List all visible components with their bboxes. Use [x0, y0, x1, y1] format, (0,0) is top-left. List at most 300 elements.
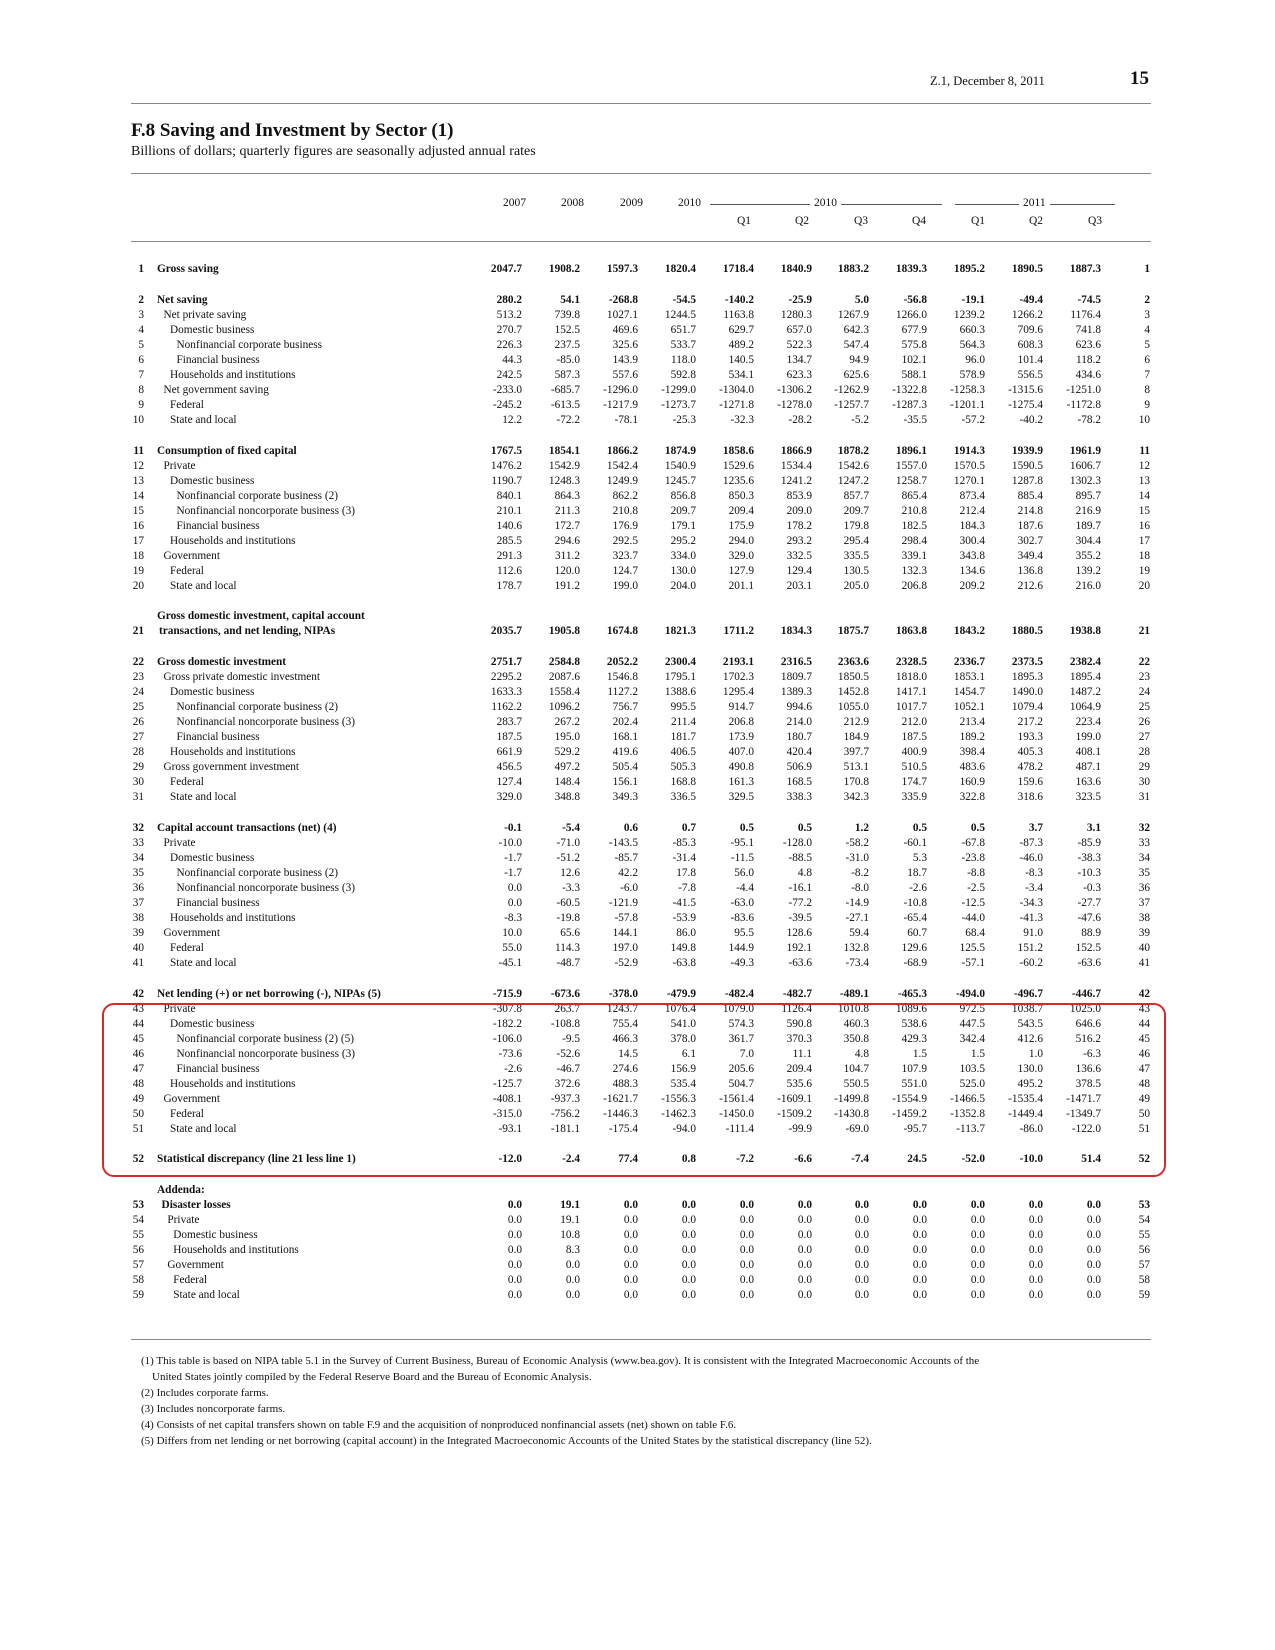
table-cell: 86.0	[676, 927, 696, 939]
row-label: Government	[167, 1259, 224, 1271]
table-cell: 300.4	[959, 535, 985, 547]
table-cell: 857.7	[843, 490, 869, 502]
line-number: 27	[132, 731, 144, 743]
table-cell: 840.1	[496, 490, 522, 502]
table-cell: 0.0	[854, 1259, 869, 1271]
table-cell: 529.2	[554, 746, 580, 758]
table-cell: 178.7	[496, 580, 522, 592]
col-quarter: Q2	[1028, 215, 1043, 227]
table-cell: 1038.7	[1011, 1003, 1043, 1015]
table-row	[0, 383, 1275, 398]
table-row	[0, 956, 1275, 971]
line-number: 22	[132, 656, 144, 668]
table-cell: -52.0	[961, 1153, 985, 1165]
table-cell: 0.0	[565, 1274, 580, 1286]
table-cell: -1556.3	[661, 1093, 696, 1105]
line-number-right: 50	[1138, 1108, 1150, 1120]
table-cell: 4.8	[797, 867, 812, 879]
table-cell: 336.5	[670, 791, 696, 803]
table-cell: 547.4	[843, 339, 869, 351]
table-row	[0, 293, 1275, 308]
table-cell: -95.7	[903, 1123, 927, 1135]
table-cell: 1452.8	[837, 686, 869, 698]
row-label: Net lending (+) or net borrowing (-), NIPAs (5)	[157, 988, 381, 1000]
table-cell: 1606.7	[1069, 460, 1101, 472]
table-cell: 1843.2	[953, 625, 985, 637]
table-cell: 209.7	[670, 505, 696, 517]
header-rule	[131, 103, 1151, 104]
table-cell: -1.7	[504, 867, 522, 879]
table-cell: -28.2	[788, 414, 812, 426]
table-row	[0, 670, 1275, 685]
table-cell: 513.1	[843, 761, 869, 773]
table-cell: 513.2	[496, 309, 522, 321]
table-cell: 174.7	[901, 776, 927, 788]
table-cell: -756.2	[550, 1108, 580, 1120]
table-cell: 629.7	[728, 324, 754, 336]
table-cell: 339.1	[901, 550, 927, 562]
row-label: Federal	[173, 1274, 208, 1286]
table-cell: 0.0	[854, 1229, 869, 1241]
table-cell: -95.1	[730, 837, 754, 849]
row-label: Statistical discrepancy (line 21 less line 1)	[157, 1153, 356, 1165]
table-cell: 8.3	[565, 1244, 580, 1256]
table-row	[0, 489, 1275, 504]
table-cell: 151.2	[1017, 942, 1043, 954]
table-cell: 163.6	[1075, 776, 1101, 788]
table-cell: -5.4	[562, 822, 580, 834]
table-cell: -685.7	[550, 384, 580, 396]
table-cell: -1296.0	[603, 384, 638, 396]
table-cell: 1961.9	[1069, 445, 1101, 457]
table-cell: -4.4	[736, 882, 754, 894]
table-cell: 19.1	[560, 1199, 580, 1211]
line-number: 58	[132, 1274, 144, 1286]
table-cell: -1306.2	[777, 384, 812, 396]
table-cell: 1858.6	[722, 445, 754, 457]
table-cell: 488.3	[612, 1078, 638, 1090]
table-cell: 342.4	[959, 1033, 985, 1045]
table-cell: 293.2	[786, 535, 812, 547]
table-cell: -74.5	[1077, 294, 1101, 306]
row-label: Gross domestic investment, capital account	[157, 610, 365, 622]
table-cell: -1217.9	[603, 399, 638, 411]
table-cell: 1235.6	[722, 475, 754, 487]
table-cell: -19.1	[961, 294, 985, 306]
line-number-right: 18	[1138, 550, 1150, 562]
table-cell: -87.3	[1019, 837, 1043, 849]
table-cell: 378.0	[670, 1033, 696, 1045]
row-label: Domestic business	[170, 686, 255, 698]
table-cell: 1126.4	[781, 1003, 812, 1015]
table-cell: -108.8	[550, 1018, 580, 1030]
table-cell: -8.3	[1025, 867, 1043, 879]
table-cell: 398.4	[959, 746, 985, 758]
table-cell: -1257.7	[834, 399, 869, 411]
table-cell: -482.4	[724, 988, 754, 1000]
table-cell: 1875.7	[837, 625, 869, 637]
table-cell: 342.3	[843, 791, 869, 803]
table-cell: -73.4	[845, 957, 869, 969]
table-cell: -0.3	[1083, 882, 1101, 894]
table-cell: 0.0	[970, 1259, 985, 1271]
col-quarter: Q1	[970, 215, 985, 227]
table-cell: 1896.1	[895, 445, 927, 457]
table-cell: 184.9	[843, 731, 869, 743]
table-row	[0, 790, 1275, 805]
row-label: State and local	[170, 791, 237, 803]
table-cell: 495.2	[1017, 1078, 1043, 1090]
table-row	[0, 730, 1275, 745]
table-cell: 1190.7	[491, 475, 522, 487]
table-cell: 1939.9	[1011, 445, 1043, 457]
line-number-right: 52	[1138, 1153, 1150, 1165]
table-cell: -1304.0	[719, 384, 754, 396]
table-cell: 489.2	[728, 339, 754, 351]
table-cell: 193.3	[1017, 731, 1043, 743]
table-cell: 2316.5	[780, 656, 812, 668]
table-cell: 180.7	[786, 731, 812, 743]
table-cell: -6.6	[794, 1153, 812, 1165]
table-cell: 0.0	[507, 1229, 522, 1241]
table-cell: 94.9	[849, 354, 869, 366]
table-cell: 129.4	[786, 565, 812, 577]
table-cell: 1866.2	[606, 445, 638, 457]
table-cell: 551.0	[901, 1078, 927, 1090]
line-number: 31	[132, 791, 144, 803]
line-number-right: 17	[1138, 535, 1150, 547]
table-cell: 541.0	[670, 1018, 696, 1030]
table-cell: 0.0	[1028, 1229, 1043, 1241]
table-cell: 1247.2	[837, 475, 869, 487]
table-title: F.8 Saving and Investment by Sector (1)	[131, 120, 454, 141]
table-cell: 205.6	[728, 1063, 754, 1075]
table-cell: 209.7	[843, 505, 869, 517]
line-number-right: 14	[1138, 490, 1150, 502]
table-cell: 0.0	[854, 1214, 869, 1226]
line-number-right: 22	[1138, 656, 1150, 668]
table-cell: 130.5	[843, 565, 869, 577]
table-cell: -34.3	[1019, 897, 1043, 909]
table-cell: 625.6	[843, 369, 869, 381]
table-cell: -1258.3	[950, 384, 985, 396]
line-number-right: 33	[1138, 837, 1150, 849]
line-number: 6	[138, 354, 144, 366]
table-cell: 0.6	[623, 822, 638, 834]
table-row	[0, 534, 1275, 549]
table-row	[0, 700, 1275, 715]
table-cell: 332.5	[786, 550, 812, 562]
table-cell: -32.3	[730, 414, 754, 426]
table-cell: 0.5	[797, 822, 812, 834]
line-number: 54	[132, 1214, 144, 1226]
table-cell: 0.0	[797, 1214, 812, 1226]
table-cell: 1542.9	[548, 460, 580, 472]
table-cell: -1554.9	[892, 1093, 927, 1105]
table-cell: -122.0	[1071, 1123, 1101, 1135]
table-cell: -46.0	[1019, 852, 1043, 864]
table-cell: 1570.5	[953, 460, 985, 472]
row-label: Federal	[170, 399, 204, 411]
table-row	[0, 564, 1275, 579]
table-cell: -99.9	[788, 1123, 812, 1135]
table-row	[0, 519, 1275, 534]
table-cell: 2300.4	[664, 656, 696, 668]
row-label: Gross domestic investment	[157, 656, 287, 668]
table-cell: 419.6	[612, 746, 638, 758]
table-cell: -613.5	[550, 399, 580, 411]
table-cell: 17.8	[676, 867, 696, 879]
line-number: 20	[132, 580, 144, 592]
table-cell: -19.8	[556, 912, 580, 924]
table-cell: -2.4	[562, 1153, 580, 1165]
table-cell: -54.5	[672, 294, 696, 306]
line-number: 38	[132, 912, 144, 924]
table-cell: 0.0	[681, 1274, 696, 1286]
table-cell: 1895.4	[1069, 671, 1101, 683]
table-cell: 285.5	[496, 535, 522, 547]
line-number: 1	[138, 263, 144, 275]
table-cell: -60.1	[903, 837, 927, 849]
group-label-2011: 2011	[1019, 197, 1050, 209]
table-cell: 139.2	[1075, 565, 1101, 577]
table-cell: 2584.8	[548, 656, 580, 668]
table-cell: -489.1	[839, 988, 869, 1000]
line-number-right: 15	[1138, 505, 1150, 517]
line-number-right: 4	[1144, 324, 1150, 336]
table-cell: -1352.8	[950, 1108, 985, 1120]
table-row	[0, 685, 1275, 700]
table-cell: 756.7	[612, 701, 638, 713]
row-label: Federal	[170, 565, 204, 577]
table-cell: -11.5	[730, 852, 754, 864]
table-cell: 914.7	[728, 701, 754, 713]
line-number: 48	[132, 1078, 144, 1090]
line-number-right: 2	[1144, 294, 1150, 306]
table-cell: 1127.2	[607, 686, 638, 698]
table-cell: 118.0	[671, 354, 696, 366]
table-cell: -14.9	[845, 897, 869, 909]
table-row	[0, 353, 1275, 368]
table-cell: 651.7	[670, 324, 696, 336]
table-cell: 350.8	[843, 1033, 869, 1045]
table-cell: -181.1	[550, 1123, 580, 1135]
table-cell: 274.6	[612, 1063, 638, 1075]
table-cell: 1162.2	[491, 701, 522, 713]
table-cell: 0.0	[970, 1229, 985, 1241]
row-label: Nonfinancial corporate business (2)	[176, 701, 339, 713]
table-cell: 0.5	[912, 822, 927, 834]
row-label: Financial business	[176, 897, 260, 909]
table-cell: 1389.3	[780, 686, 812, 698]
table-cell: 2328.5	[895, 656, 927, 668]
line-number: 33	[132, 837, 144, 849]
table-cell: 1280.3	[780, 309, 812, 321]
table-cell: 1542.4	[606, 460, 638, 472]
table-cell: 862.2	[612, 490, 638, 502]
table-bottom-rule	[131, 1339, 1151, 1340]
table-cell: 1540.9	[664, 460, 696, 472]
table-cell: 406.5	[670, 746, 696, 758]
table-cell: 143.9	[612, 354, 638, 366]
table-cell: -57.2	[961, 414, 985, 426]
table-cell: -58.2	[845, 837, 869, 849]
table-cell: -49.3	[730, 957, 754, 969]
table-cell: 0.0	[739, 1229, 754, 1241]
table-row	[0, 262, 1275, 277]
table-cell: -268.8	[608, 294, 638, 306]
table-cell: -1271.8	[719, 399, 754, 411]
table-cell: 608.3	[1017, 339, 1043, 351]
table-cell: 172.7	[554, 520, 580, 532]
line-number-right: 36	[1138, 882, 1150, 894]
line-number-right: 41	[1138, 957, 1150, 969]
table-cell: 1914.3	[953, 445, 985, 457]
row-label: Nonfinancial noncorporate business (3)	[176, 505, 355, 517]
table-cell: 242.5	[496, 369, 522, 381]
table-cell: -65.4	[903, 912, 927, 924]
table-cell: 0.0	[507, 882, 522, 894]
table-cell: 1534.4	[780, 460, 812, 472]
table-cell: 0.0	[623, 1244, 638, 1256]
table-cell: -85.9	[1077, 837, 1101, 849]
row-label: Households and institutions	[170, 746, 296, 758]
table-cell: 709.6	[1017, 324, 1043, 336]
table-cell: 0.0	[797, 1199, 812, 1211]
table-cell: -111.4	[725, 1123, 754, 1135]
table-cell: 59.4	[849, 927, 869, 939]
table-cell: 1064.9	[1069, 701, 1101, 713]
table-row	[0, 911, 1275, 926]
line-number: 12	[132, 460, 144, 472]
line-number-right: 9	[1144, 399, 1150, 411]
table-cell: 118.2	[1076, 354, 1101, 366]
table-cell: 263.7	[554, 1003, 580, 1015]
table-cell: 101.4	[1017, 354, 1043, 366]
table-cell: 1295.4	[722, 686, 754, 698]
table-cell: 1863.8	[895, 625, 927, 637]
line-number: 51	[132, 1123, 144, 1135]
table-cell: 378.5	[1075, 1078, 1101, 1090]
table-cell: 0.0	[623, 1214, 638, 1226]
table-cell: 267.2	[554, 716, 580, 728]
table-cell: 156.1	[612, 776, 638, 788]
row-label: Domestic business	[170, 324, 255, 336]
line-number: 7	[138, 369, 144, 381]
table-cell: 292.5	[612, 535, 638, 547]
table-cell: 1767.5	[490, 445, 522, 457]
table-cell: 1010.8	[837, 1003, 869, 1015]
table-cell: -8.2	[851, 867, 869, 879]
table-cell: 657.0	[786, 324, 812, 336]
table-cell: 865.4	[901, 490, 927, 502]
table-cell: 0.0	[739, 1274, 754, 1286]
row-label: Capital account transactions (net) (4)	[157, 822, 337, 834]
table-cell: 642.3	[843, 324, 869, 336]
table-cell: -88.5	[788, 852, 812, 864]
table-cell: 370.3	[786, 1033, 812, 1045]
table-cell: -72.2	[556, 414, 580, 426]
table-cell: 2193.1	[722, 656, 754, 668]
table-cell: 2295.2	[490, 671, 522, 683]
table-cell: -85.3	[672, 837, 696, 849]
row-label: Disaster losses	[161, 1199, 231, 1211]
table-cell: 140.5	[728, 354, 754, 366]
line-number: 13	[132, 475, 144, 487]
table-cell: 677.9	[901, 324, 927, 336]
line-number-right: 13	[1138, 475, 1150, 487]
table-cell: 661.9	[496, 746, 522, 758]
line-number: 43	[132, 1003, 144, 1015]
table-cell: 510.5	[901, 761, 927, 773]
row-label: Financial business	[176, 354, 260, 366]
table-cell: -38.3	[1077, 852, 1101, 864]
table-row	[0, 444, 1275, 459]
line-number: 24	[132, 686, 144, 698]
table-cell: 0.0	[507, 1274, 522, 1286]
table-cell: -49.4	[1019, 294, 1043, 306]
table-cell: 623.3	[786, 369, 812, 381]
table-cell: 325.6	[612, 339, 638, 351]
footnote: (3) Includes noncorporate farms.	[141, 1403, 286, 1415]
table-cell: -1621.7	[603, 1093, 638, 1105]
table-cell: 0.0	[1028, 1214, 1043, 1226]
table-cell: 0.0	[681, 1289, 696, 1301]
row-label: Consumption of fixed capital	[157, 445, 297, 457]
table-cell: 302.7	[1017, 535, 1043, 547]
table-cell: -1561.4	[719, 1093, 754, 1105]
line-number-right: 16	[1138, 520, 1150, 532]
table-cell: 1818.0	[895, 671, 927, 683]
col-year: 2010	[678, 197, 701, 209]
table-cell: 623.6	[1075, 339, 1101, 351]
table-cell: -44.0	[961, 912, 985, 924]
table-cell: 212.0	[901, 716, 927, 728]
table-cell: 1241.2	[780, 475, 812, 487]
row-label: Nonfinancial noncorporate business (3)	[176, 716, 355, 728]
table-cell: 0.0	[797, 1289, 812, 1301]
table-cell: 237.5	[554, 339, 580, 351]
table-cell: -12.0	[498, 1153, 522, 1165]
table-cell: 355.2	[1075, 550, 1101, 562]
line-number: 29	[132, 761, 144, 773]
table-cell: -2.6	[504, 1063, 522, 1075]
table-cell: 102.1	[901, 354, 927, 366]
table-cell: -85.0	[556, 354, 580, 366]
line-number: 59	[132, 1289, 144, 1301]
table-cell: 160.9	[959, 776, 985, 788]
table-cell: 0.0	[912, 1199, 927, 1211]
line-number-right: 10	[1138, 414, 1150, 426]
line-number: 47	[132, 1063, 144, 1075]
row-label: Nonfinancial corporate business	[176, 339, 323, 351]
row-label: Federal	[170, 776, 204, 788]
table-cell: 0.0	[1086, 1274, 1101, 1286]
table-cell: -94.0	[672, 1123, 696, 1135]
table-cell: 335.9	[901, 791, 927, 803]
table-cell: -27.1	[845, 912, 869, 924]
line-number-right: 5	[1144, 339, 1150, 351]
line-number-right: 1	[1144, 263, 1150, 275]
table-cell: 96.0	[965, 354, 985, 366]
table-cell: 550.5	[843, 1078, 869, 1090]
table-cell: 1302.3	[1069, 475, 1101, 487]
table-cell: 1883.2	[837, 263, 869, 275]
table-cell: -182.2	[492, 1018, 522, 1030]
line-number: 5	[138, 339, 144, 351]
table-cell: -1449.4	[1008, 1108, 1043, 1120]
row-label: Financial business	[176, 520, 260, 532]
